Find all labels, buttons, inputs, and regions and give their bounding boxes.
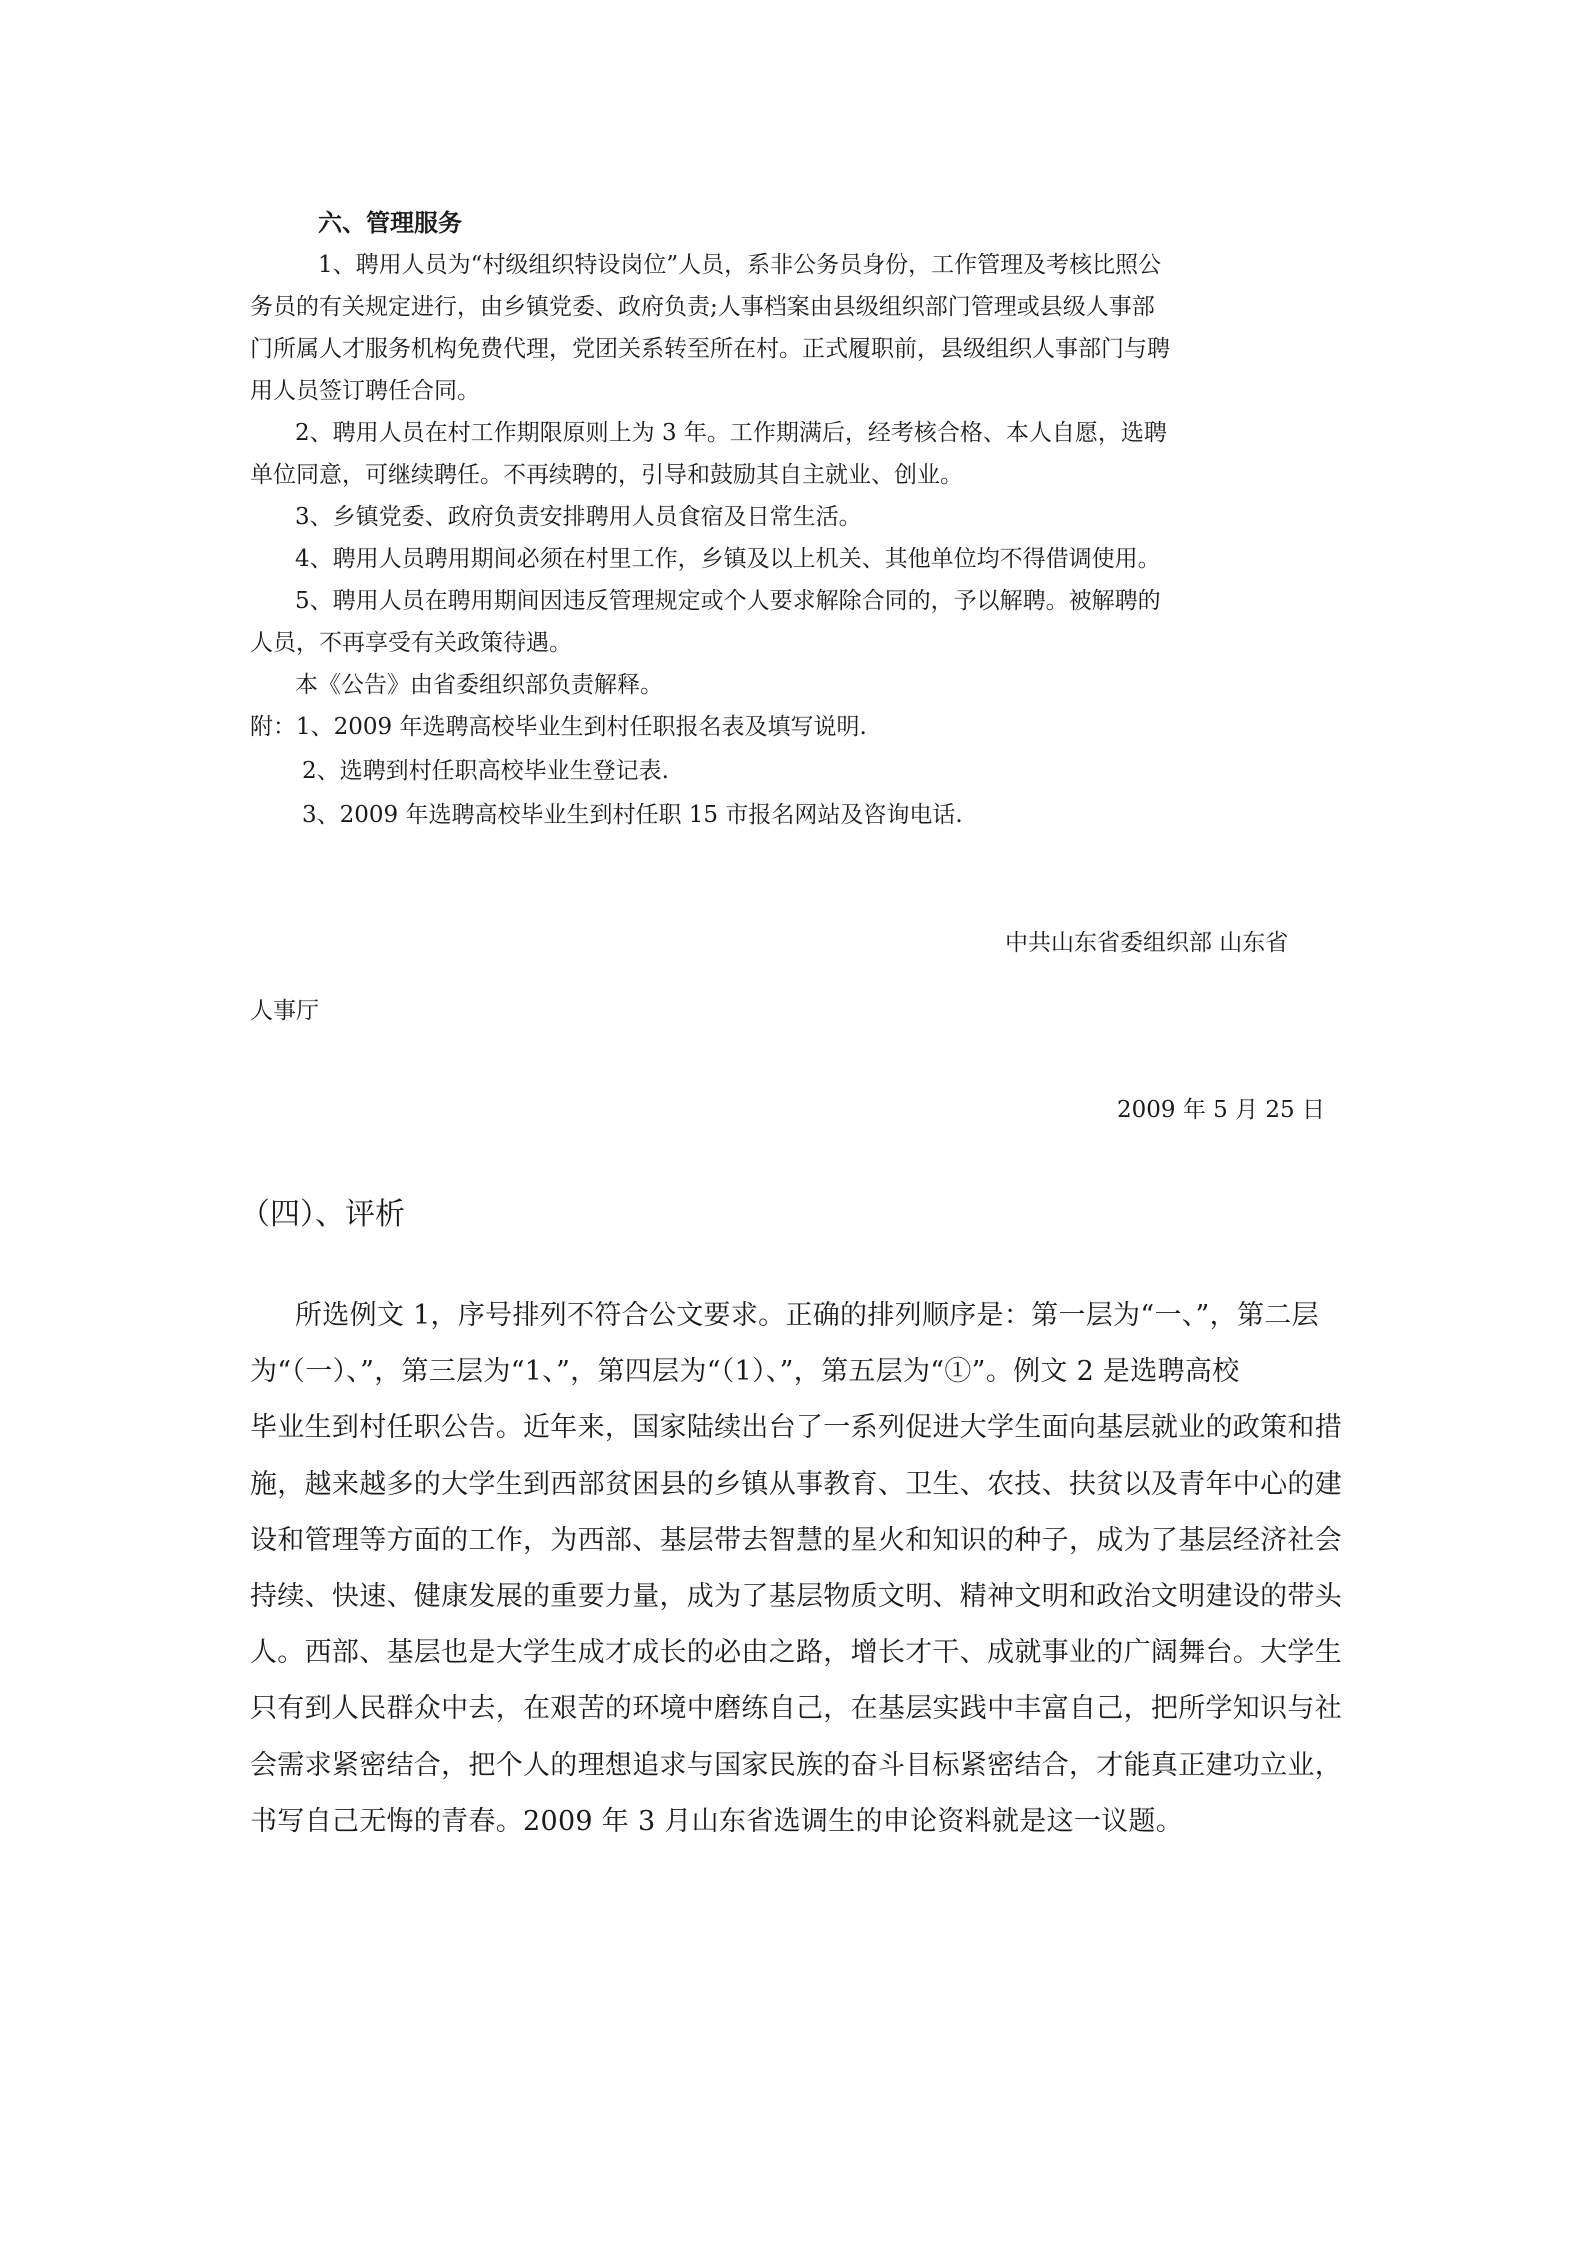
analysis-line: 人。西部、基层也是大学生成才成长的必由之路，增长才干、成就事业的广阔舞台。大学生 [250,1637,1342,1668]
attachment-item: 3、2009 年选聘高校毕业生到村任职 15 市报名网站及咨询电话. [302,802,963,828]
paragraph-line: 门所属人才服务机构免费代理，党团关系转至所在村。正式履职前，县级组织人事部门与聘 [250,336,1170,362]
paragraph-line: 3、乡镇党委、政府负责安排聘用人员食宿及日常生活。 [295,504,862,530]
signature-line: 中共山东省委组织部 山东省 [1005,930,1289,956]
paragraph-line: 4、聘用人员聘用期间必须在村里工作，乡镇及以上机关、其他单位均不得借调使用。 [295,546,1161,572]
interpretation-note: 本《公告》由省委组织部负责解释。 [295,672,663,698]
attachment-item: 附：1、2009 年选聘高校毕业生到村任职报名表及填写说明. [250,714,867,740]
paragraph-line: 5、聘用人员在聘用期间因违反管理规定或个人要求解除合同的，予以解聘。被解聘的 [295,588,1161,614]
section-heading-analysis: （四）、评析 [240,1197,405,1232]
analysis-line: 书写自己无悔的青春。2009 年 3 月山东省选调生的申论资料就是这一议题。 [250,1806,1184,1837]
analysis-line: 毕业生到村任职公告。近年来，国家陆续出台了一系列促进大学生面向基层就业的政策和措 [250,1412,1342,1443]
paragraph-line: 人员，不再享受有关政策待遇。 [250,630,572,656]
paragraph-line: 用人员签订聘任合同。 [250,378,480,404]
attachment-item: 2、选聘到村任职高校毕业生登记表. [302,758,669,784]
analysis-line: 持续、快速、健康发展的重要力量，成为了基层物质文明、精神文明和政治文明建设的带头 [250,1581,1342,1612]
analysis-line: 会需求紧密结合，把个人的理想追求与国家民族的奋斗目标紧密结合，才能真正建功立业， [250,1750,1342,1781]
analysis-line: 为“（一）、”，第三层为“1、”，第四层为“（1）、”，第五层为“①”。例文 2 是选聘高校 [250,1356,1240,1387]
analysis-line: 所选例文 1，序号排列不符合公文要求。正确的排列顺序是：第一层为“一、”，第二层 [295,1300,1319,1331]
signature-line: 人事厅 [250,998,319,1024]
analysis-line: 设和管理等方面的工作，为西部、基层带去智慧的星火和知识的种子，成为了基层经济社会 [250,1525,1342,1556]
paragraph-line: 1、聘用人员为“村级组织特设岗位”人员，系非公务员身份，工作管理及考核比照公 [318,252,1162,278]
paragraph-line: 2、聘用人员在村工作期限原则上为 3 年。工作期满后，经考核合格、本人自愿，选聘 [295,420,1167,446]
section-heading-management: 六、管理服务 [318,208,462,237]
analysis-line: 只有到人民群众中去，在艰苦的环境中磨练自己，在基层实践中丰富自己，把所学知识与社 [250,1693,1342,1724]
analysis-line: 施，越来越多的大学生到西部贫困县的乡镇从事教育、卫生、农技、扶贫以及青年中心的建 [250,1469,1342,1500]
paragraph-line: 务员的有关规定进行，由乡镇党委、政府负责;人事档案由县级组织部门管理或县级人事部 [250,294,1155,320]
paragraph-line: 单位同意，可继续聘任。不再续聘的，引导和鼓励其自主就业、创业。 [250,462,963,488]
document-date: 2009 年 5 月 25 日 [1117,1097,1325,1123]
